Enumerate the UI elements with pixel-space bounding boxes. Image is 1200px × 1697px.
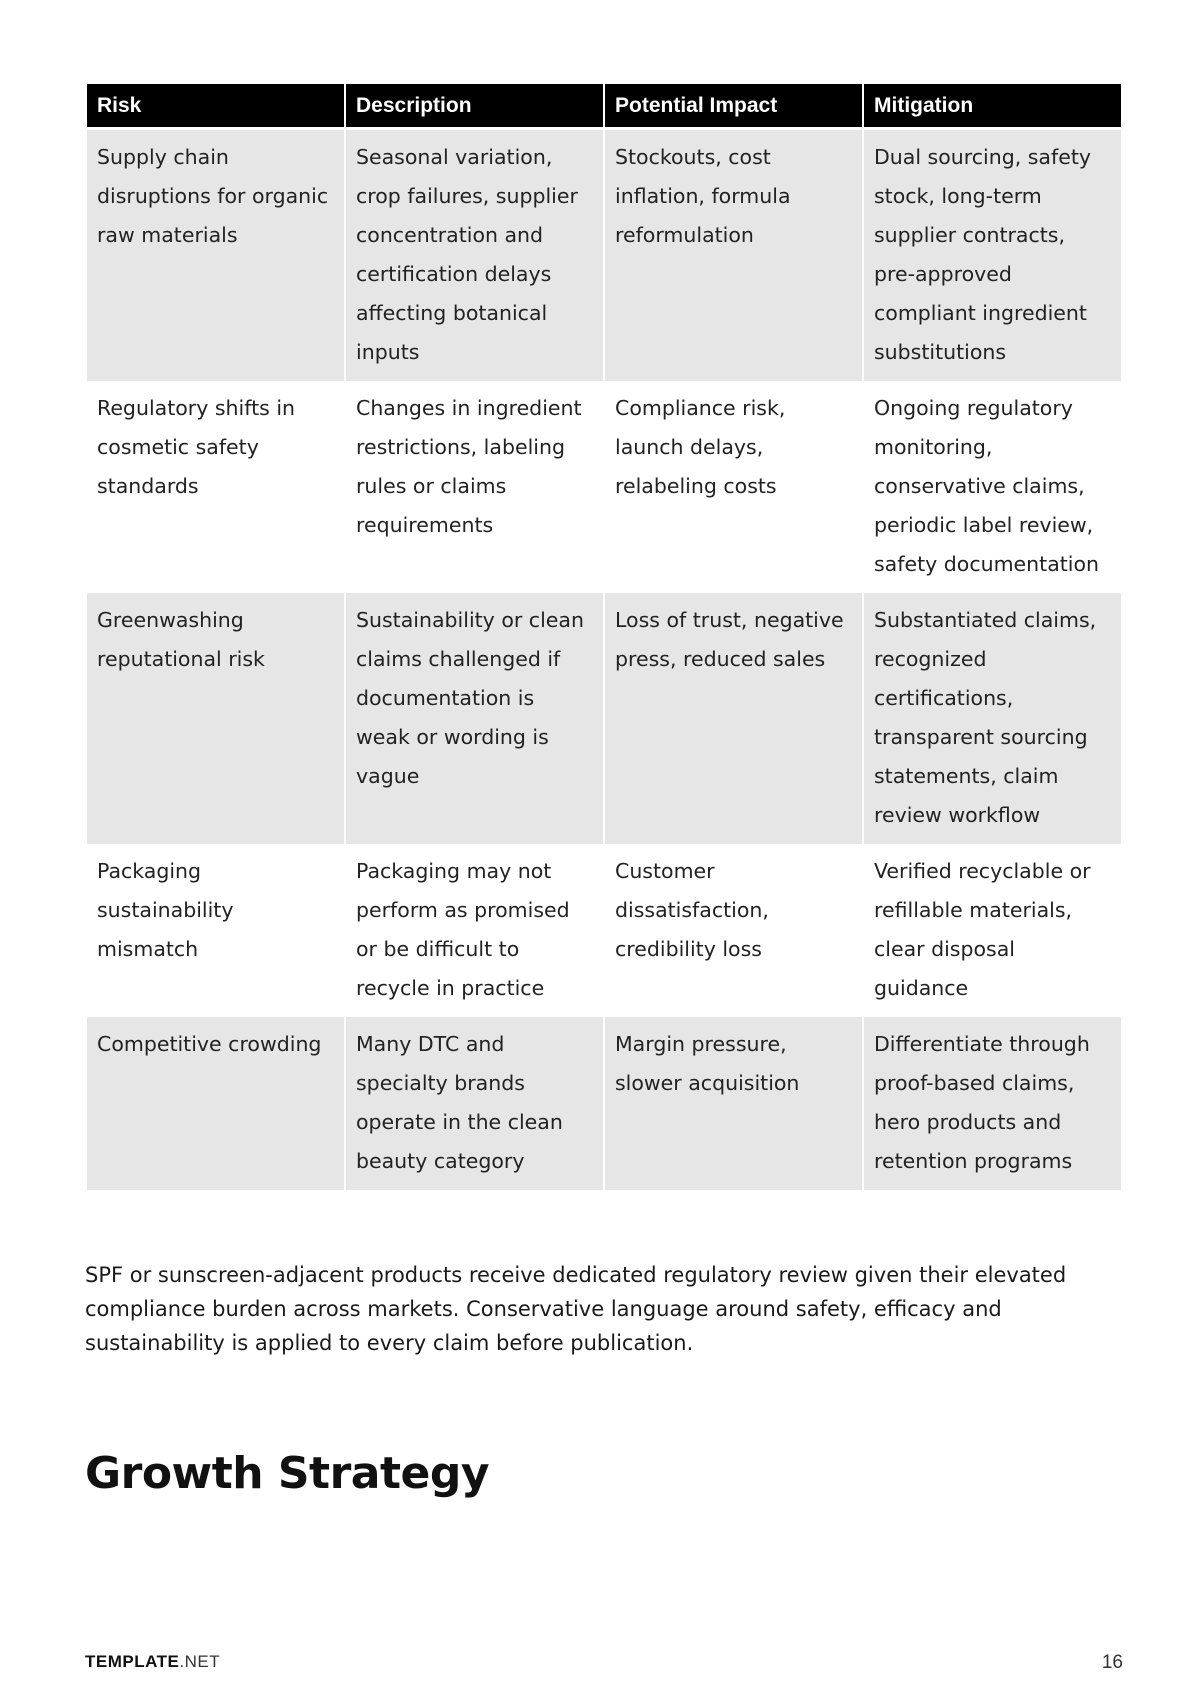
table-header-row bbox=[87, 84, 1121, 130]
risk-table bbox=[85, 84, 1123, 1190]
cell-impact: Loss of trust, negative press, reduced sales bbox=[605, 593, 862, 844]
header-potential-impact: Potential Impact bbox=[605, 84, 862, 130]
cell-mitigation: Ongoing regulatory monitoring, conservative claims, periodic label review, safety documentation bbox=[864, 381, 1121, 593]
cell-mitigation: Substantiated claims, recognized certifications, transparent sourcing statements, claim review workflow bbox=[864, 593, 1121, 844]
header-description: Description bbox=[346, 84, 603, 130]
cell-impact: Margin pressure, slower acquisition bbox=[605, 1017, 862, 1190]
cell-mitigation: Dual sourcing, safety stock, long-term supplier contracts, pre-approved compliant ingredient substitutions bbox=[864, 130, 1121, 381]
footer-logo bbox=[85, 1652, 220, 1672]
cell-risk: Greenwashing reputational risk bbox=[87, 593, 344, 844]
cell-mitigation: Verified recyclable or refillable materials, clear disposal guidance bbox=[864, 844, 1121, 1017]
header-risk: Risk bbox=[87, 84, 344, 130]
table-row bbox=[87, 593, 1121, 844]
cell-description: Many DTC and specialty brands operate in the clean beauty category bbox=[346, 1017, 603, 1190]
table-row bbox=[87, 130, 1121, 381]
cell-description: Changes in ingredient restrictions, labeling rules or claims requirements bbox=[346, 381, 603, 593]
section-heading: Growth Strategy bbox=[85, 1448, 490, 1499]
cell-risk: Packaging sustainability mismatch bbox=[87, 844, 344, 1017]
logo-text-bold: TEMPLATE bbox=[85, 1652, 180, 1671]
cell-impact: Stockouts, cost inflation, formula reformulation bbox=[605, 130, 862, 381]
logo-text-light: .NET bbox=[179, 1652, 221, 1671]
cell-description: Sustainability or clean claims challenged if documentation is weak or wording is vague bbox=[346, 593, 603, 844]
cell-description: Packaging may not perform as promised or be difficult to recycle in practice bbox=[346, 844, 603, 1017]
cell-impact: Customer dissatisfaction, credibility loss bbox=[605, 844, 862, 1017]
header-mitigation: Mitigation bbox=[864, 84, 1121, 130]
cell-risk: Supply chain disruptions for organic raw materials bbox=[87, 130, 344, 381]
cell-mitigation: Differentiate through proof-based claims, hero products and retention programs bbox=[864, 1017, 1121, 1190]
table-row bbox=[87, 844, 1121, 1017]
cell-risk: Competitive crowding bbox=[87, 1017, 344, 1190]
table-row bbox=[87, 381, 1121, 593]
cell-impact: Compliance risk, launch delays, relabeling costs bbox=[605, 381, 862, 593]
cell-description: Seasonal variation, crop failures, supplier concentration and certification delays affecting botanical inputs bbox=[346, 130, 603, 381]
table-row bbox=[87, 1017, 1121, 1190]
page-number: 16 bbox=[1101, 1652, 1123, 1673]
body-paragraph: SPF or sunscreen-adjacent products receive dedicated regulatory review given their elevated compliance burden across markets. Conservative language around safety, efficacy and sustainability is applied to every claim before publication. bbox=[85, 1263, 1067, 1355]
cell-risk: Regulatory shifts in cosmetic safety standards bbox=[87, 381, 344, 593]
